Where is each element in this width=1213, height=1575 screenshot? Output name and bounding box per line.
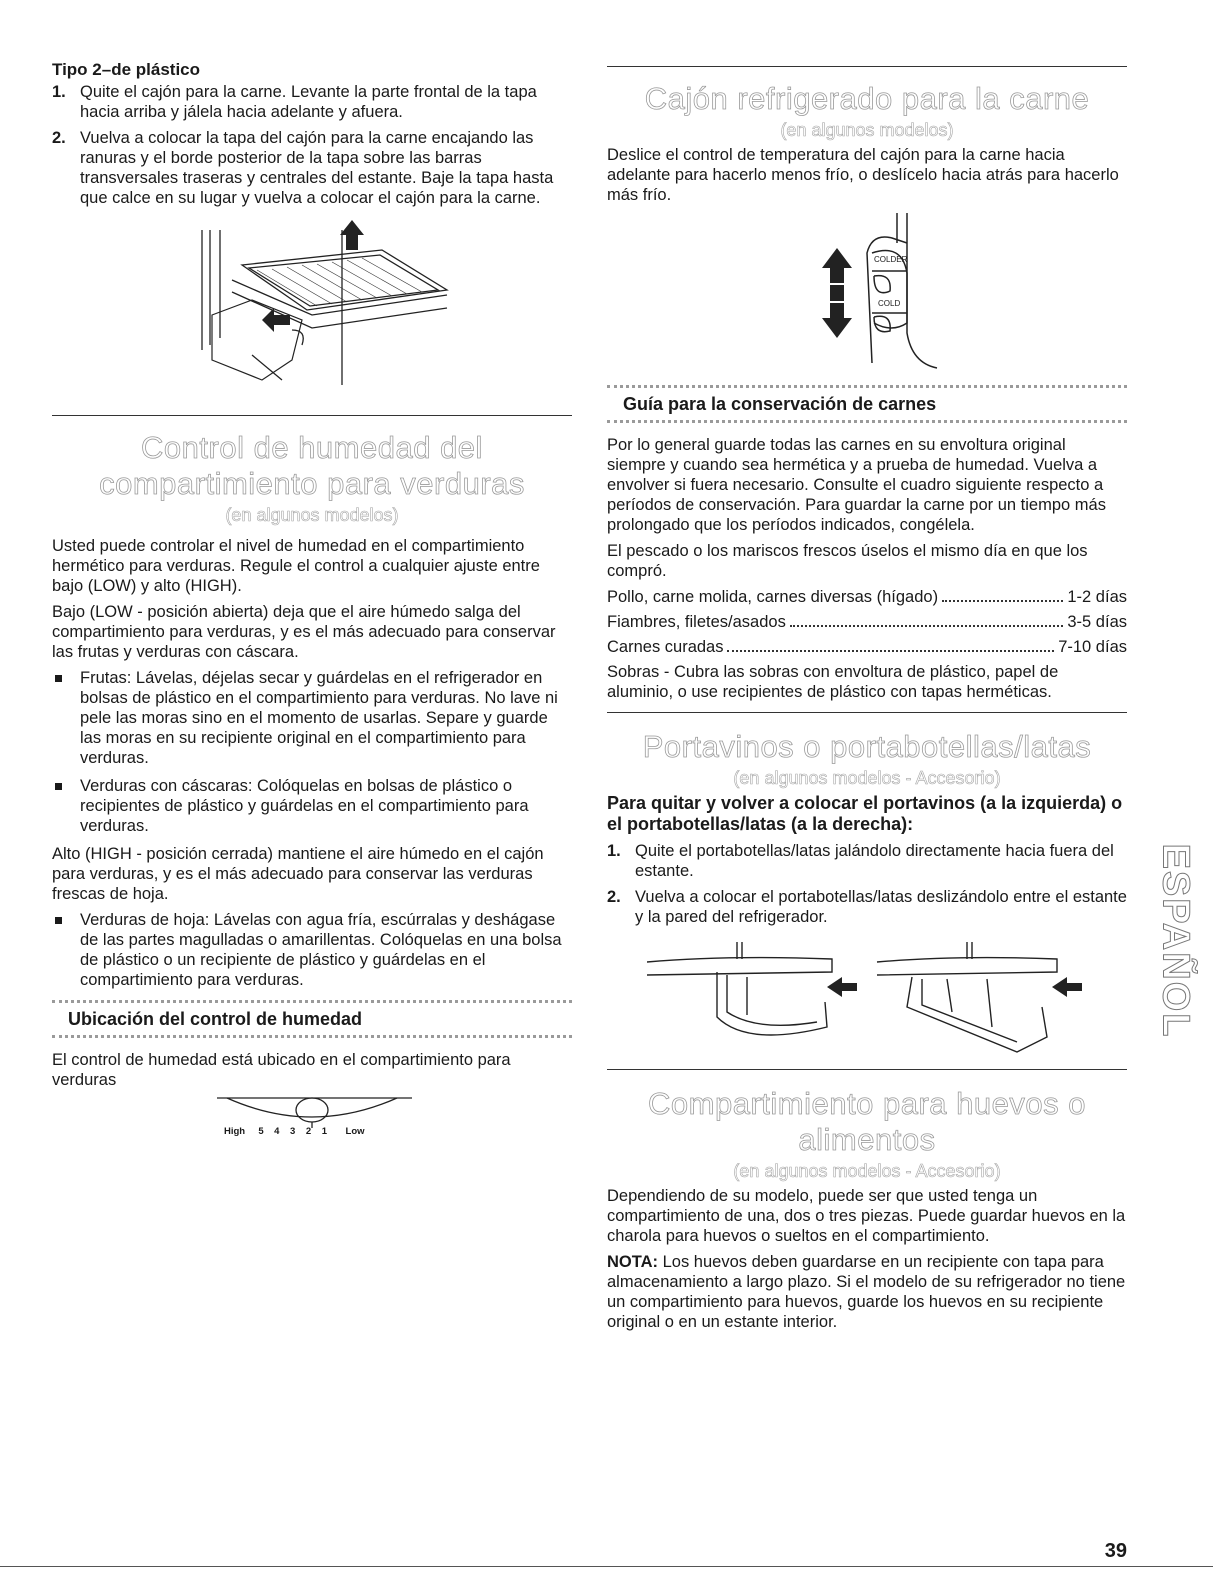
table-row <box>607 612 1127 632</box>
meat-section-subtitle: (en algunos modelos) <box>780 120 954 140</box>
guide-item: Carnes curadas <box>607 638 724 656</box>
dial-label: 5 <box>258 1126 264 1137</box>
step-text: Quite el portabotellas/latas jalándolo directamente hacia fuera del estante. <box>635 842 1114 880</box>
location-text: El control de humedad está ubicado en el compartimiento para verduras <box>52 1051 511 1089</box>
leafy-bullet-list <box>52 910 572 990</box>
guide-item: Pollo, carne molida, carnes diversas (hígado) <box>607 588 939 606</box>
egg-note <box>607 1252 1127 1332</box>
tipo-heading: Tipo 2–de plástico <box>52 60 201 79</box>
shelf-illustration <box>192 220 492 395</box>
wine-section-subtitle: (en algunos modelos - Accesorio) <box>733 768 1001 788</box>
humidity-dial-illustration <box>212 1096 422 1146</box>
dial-label-low: Low <box>345 1126 365 1137</box>
location-heading: Ubicación del control de humedad <box>52 1000 572 1038</box>
step-text: Quite el cajón para la carne. Levante la parte frontal de la tapa hacia arriba y jálela hacia adelante y afuera. <box>80 83 537 121</box>
list-item <box>607 841 1127 881</box>
dial-label-high: High <box>224 1126 246 1137</box>
guide-days: 3-5 días <box>1067 613 1127 631</box>
dial-label: 4 <box>274 1126 280 1137</box>
list-item: Frutas: Lávelas, déjelas secar y guárdelas en el refrigerador en bolsas de plástico en el compartimiento para verduras. No lave ni pele las moras sino en el momento de usarlas. Separe y guarde las moras en su recipiente original en el compartimiento para verduras. <box>52 668 572 768</box>
language-tab-label: ESPAÑOL <box>1154 843 1197 1039</box>
table-row <box>607 637 1127 657</box>
wine-steps <box>607 841 1127 927</box>
colder-label: COLDER <box>874 255 908 264</box>
dial-label: 1 <box>321 1126 328 1137</box>
humidity-paragraph-3: Alto (HIGH - posición cerrada) mantiene el aire húmedo en el cajón para verduras, y es el más adecuado para conservar las verduras frescas de hoja. <box>52 845 544 903</box>
dial-label: 3 <box>290 1126 296 1137</box>
wine-rack-illustration <box>647 937 1097 1057</box>
wine-heading: Para quitar y volver a colocar el portavinos (a la izquierda) o el portabotellas/latas (a la derecha): <box>607 793 1123 834</box>
step-text: Vuelva a colocar el portabotellas/latas deslizándolo entre el estante y la pared del refrigerador. <box>635 888 1127 926</box>
step-number: 1. <box>52 83 66 101</box>
egg-paragraph-1: Dependiendo de su modelo, puede ser que usted tenga un compartimiento de una, dos o tres piezas. Puede guardar huevos en la charola para huevos o sueltos en el compartimiento. <box>607 1187 1126 1245</box>
language-side-tab <box>1150 816 1200 1066</box>
egg-section-title: Compartimiento para huevos o alimentos <box>648 1086 1086 1157</box>
step-text: Vuelva a colocar la tapa del cajón para la carne encajando las ranuras y el borde posterior de la tapa sobre las barras transversales traseras y centrales del estante. Baje la tapa hasta que calce en su lugar y vuelva a colocar el cajón para la carne. <box>80 129 554 207</box>
dial-labels <box>224 1126 365 1137</box>
note-label: NOTA: <box>607 1253 659 1271</box>
humidity-paragraph-2: Bajo (LOW - posición abierta) deja que el aire húmedo salga del compartimiento para verduras, y es el más adecuado para conservar las frutas y verduras con cáscara. <box>52 603 556 661</box>
fruit-bullet-list <box>52 668 572 836</box>
guide-item: Fiambres, filetes/asados <box>607 613 786 631</box>
list-item <box>607 887 1127 927</box>
tipo-steps <box>52 82 572 208</box>
step-number: 2. <box>607 888 621 906</box>
left-column <box>52 60 572 1146</box>
guide-paragraph-3: Sobras - Cubra las sobras con envoltura de plástico, papel de aluminio, o use recipientes de plástico con tapas herméticas. <box>607 663 1059 701</box>
meat-text: Deslice el control de temperatura del cajón para la carne hacia adelante para hacerlo menos frío, o deslícelo hacia atrás para hacerlo más frío. <box>607 146 1119 204</box>
list-item: Verduras de hoja: Lávelas con agua fría, escúrralas y deshágase de las partes magulladas o amarillentas. Colóquelas en una bolsa de plástico o un recipiente de plástico y guárdelas en el compartimiento para verduras. <box>52 910 572 990</box>
wine-section-title: Portavinos o portabotellas/latas <box>642 729 1092 764</box>
note-text: Los huevos deben guardarse en un recipiente con tapa para almacenamiento a largo plazo. Si el modelo de su refrigerador no tiene un compartimiento para huevos, guarde los huevos en su recipiente original o en un estante interior. <box>607 1253 1126 1331</box>
step-number: 2. <box>52 129 66 147</box>
dial-label: 2 <box>305 1126 312 1137</box>
list-item <box>52 82 572 122</box>
guide-paragraph-2: El pescado o los mariscos frescos úselos el mismo día en que los compró. <box>607 542 1088 580</box>
list-item <box>52 128 572 208</box>
bottom-rule <box>0 1566 1213 1567</box>
guide-table <box>607 587 1127 657</box>
guide-days: 1-2 días <box>1067 588 1127 606</box>
guide-heading: Guía para la conservación de carnes <box>607 385 1127 423</box>
guide-days: 7-10 días <box>1058 638 1127 656</box>
egg-section-subtitle: (en algunos modelos - Accesorio) <box>733 1161 1001 1181</box>
page-number: 39 <box>1104 1540 1127 1562</box>
step-number: 1. <box>607 842 621 860</box>
meat-section-title: Cajón refrigerado para la carne <box>644 81 1090 116</box>
humidity-section-title: Control de humedad del compartimiento para verduras <box>99 430 525 501</box>
table-row <box>607 587 1127 607</box>
humidity-section-subtitle: (en algunos modelos) <box>225 505 399 525</box>
humidity-paragraph-1: Usted puede controlar el nivel de humedad en el compartimiento hermético para verduras. Regule el control a cualquier ajuste entre bajo (LOW) y alto (HIGH). <box>52 537 540 595</box>
list-item: Verduras con cáscaras: Colóquelas en bolsas de plástico o recipientes de plástico y guárdelas en el compartimiento para verduras. <box>52 776 572 836</box>
right-column <box>607 60 1127 1338</box>
meat-control-illustration <box>812 213 962 373</box>
guide-paragraph-1: Por lo general guarde todas las carnes en su envoltura original siempre y cuando sea hermética y a prueba de humedad. Vuelva a envolver si fuera necesario. Consulte el cuadro siguiente respecto a períodos de conservación. Para guardar la carne por un tiempo más prolongado que los períodos indicados, congélela. <box>607 436 1106 534</box>
cold-label: COLD <box>878 299 901 308</box>
